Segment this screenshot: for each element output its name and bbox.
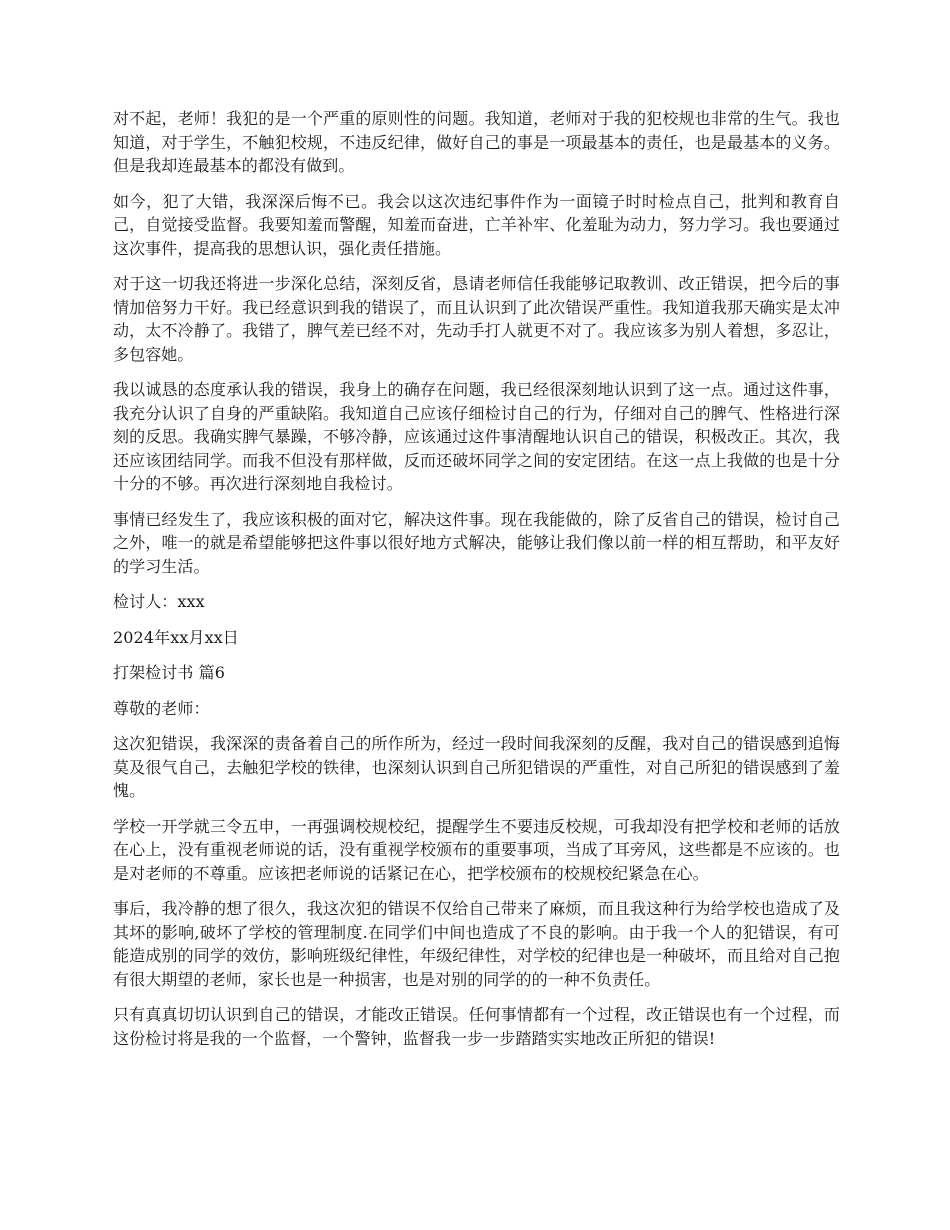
paragraph: 事情已经发生了，我应该积极的面对它，解决这件事。现在我能做的，除了反省自己的错误，检讨自己之外，唯一的就是希望能够把这件事以很好地方式解决，能够让我们像以前一样的相互帮助，和平友好的学习生活。 [113,509,840,576]
paragraph: 事后，我冷静的想了很久，我这次犯的错误不仅给自己带来了麻烦，而且我这种行为给学校也造成了及其坏的影响,破坏了学校的管理制度.在同学们中间也造成了不良的影响。由于我一个人的犯错误，有可能造成别的同学的效仿，影响班级纪律性，年级纪律性，对学校的纪律也是一种破坏，而且给对自己抱有很大期望的老师，家长也是一种损害，也是对别的同学的的一种不负责任。 [113,899,840,989]
section-heading: 打架检讨书 篇6 [113,663,226,682]
paragraph: 如今，犯了大错，我深深后悔不已。我会以这次违纪事件作为一面镜子时时检点自己，批判和教育自己，自觉接受监督。我要知羞而警醒，知羞而奋进，亡羊补牢、化羞耻为动力，努力学习。我也要通过这次事件，提高我的思想认识，强化责任措施。 [113,191,840,258]
signature-line: 检讨人：xxx [113,592,205,611]
paragraph: 学校一开学就三令五申，一再强调校规校纪，提醒学生不要违反校规，可我却没有把学校和老师的话放在心上，没有重视老师说的话，没有重视学校颁布的重要事项，当成了耳旁风，这些都是不应该的。也是对老师的不尊重。应该把老师说的话紧记在心，把学校颁布的校规校纪紧急在心。 [113,816,840,883]
paragraph: 这次犯错误，我深深的责备着自己的所作所为，经过一段时间我深刻的反醒，我对自己的错误感到追悔莫及很气自己，去触犯学校的铁律，也深刻认识到自己所犯错误的严重性，对自己所犯的错误感到了羞愧。 [113,734,840,800]
date-line: 2024年xx月xx日 [113,627,239,647]
paragraph: 只有真真切切认识到自己的错误，才能改正错误。任何事情都有一个过程，改正错误也有一个过程，而这份检讨将是我的一个监督，一个警钟，监督我一步一步踏踏实实地改正所犯的错误! [113,1005,840,1048]
salutation: 尊敬的老师： [113,698,210,718]
paragraph: 对不起，老师！我犯的是一个严重的原则性的问题。我知道，老师对于我的犯校规也非常的生气。我也知道，对于学生，不触犯校规，不违反纪律，做好自己的事是一项最基本的责任，也是最基本的义务。但是我却连最基本的都没有做到。 [113,109,840,175]
paragraph: 对于这一切我还将进一步深化总结，深刻反省，恳请老师信任我能够记取教训、改正错误，把今后的事情加倍努力干好。我已经意识到我的错误了，而且认识到了此次错误严重性。我知道我那天确实是太冲动，太不冷静了。我错了，脾气差已经不对，先动手打人就更不对了。我应该多为别人着想，多忍让，多包容她。 [113,274,840,364]
document-body [113,107,840,1062]
paragraph: 我以诚恳的态度承认我的错误，我身上的确存在问题，我已经很深刻地认识到了这一点。通过这件事，我充分认识了自身的严重缺陷。我知道自己应该仔细检讨自己的行为，仔细对自己的脾气、性格进行深刻的反思。我确实脾气暴躁，不够冷静，应该通过这件事清醒地认识自己的错误，积极改正。其次，我还应该团结同学。而我不但没有那样做，反而还破坏同学之间的安定团结。在这一点上我做的也是十分十分的不够。再次进行深刻地自我检讨。 [113,380,840,493]
